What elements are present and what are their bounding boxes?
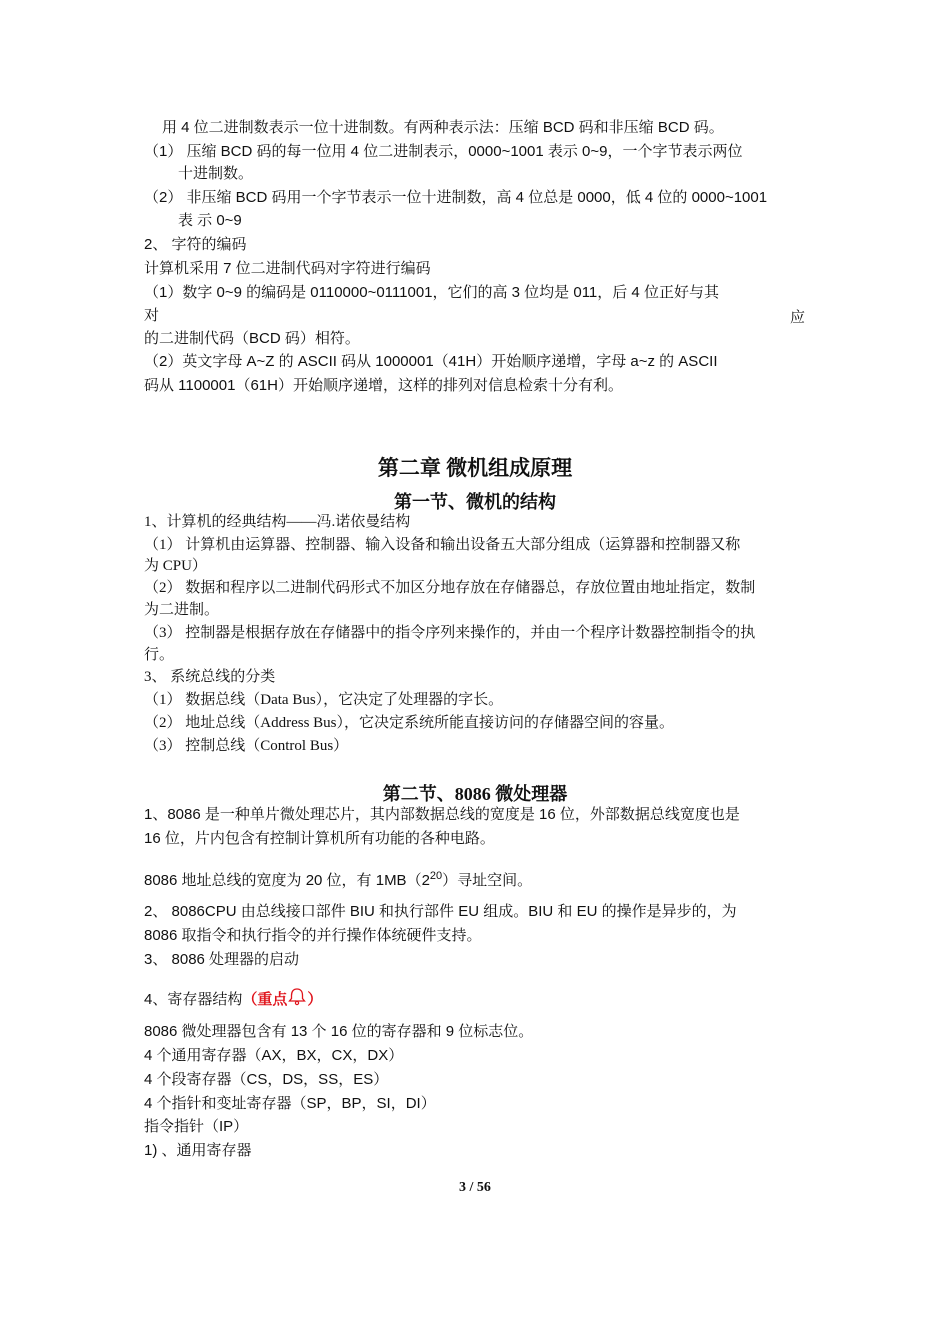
section-title: 第二节、8086 微处理器: [382, 784, 568, 804]
text-line: （1）数字 0~9 的编码是 0110000~0111001，它们的高 3 位均是 011，后 4 位正好与其: [144, 284, 719, 301]
page-number: 3 / 56: [459, 1180, 491, 1195]
text-line: 4 个段寄存器（CS，DS，SS，ES）: [144, 1071, 389, 1088]
text-line: 计算机采用 7 位二进制代码对字符进行编码: [144, 260, 431, 277]
address-bus-prefix: 8086 地址总线的宽度为 20 位，有 1MB（2: [144, 872, 430, 889]
text-line: 1、8086 是一种单片微处理芯片，其内部数据总线的宽度是 16 位，外部数据总线宽度也是: [144, 806, 740, 823]
text-line: （2） 数据和程序以二进制代码形式不加区分地存放在存储器总，存放位置由地址指定，数制: [144, 580, 756, 596]
text-line: 的二进制代码（BCD 码）相符。: [144, 330, 360, 347]
emphasis-open: （重点: [242, 991, 288, 1008]
text-line: 码从 1100001（61H）开始顺序递增，这样的排列对信息检索十分有利。: [144, 377, 623, 394]
text-line: 十进制数。: [178, 165, 254, 182]
text-line: 16 位，片内包含有控制计算机所有功能的各种电路。: [144, 830, 495, 847]
text-line-right: 应: [790, 309, 806, 326]
emphasis-close: ）: [307, 991, 323, 1008]
text-line: 8086 微处理器包含有 13 个 16 位的寄存器和 9 位标志位。: [144, 1023, 534, 1040]
exponent: 20: [429, 870, 443, 882]
text-line: 表 示 0~9: [178, 212, 242, 229]
address-bus-line: [144, 866, 532, 891]
text-line: 4 个通用寄存器（AX，BX，CX，DX）: [144, 1047, 404, 1064]
text-line: 指令指针（IP）: [144, 1118, 249, 1135]
text-line: 4 个指针和变址寄存器（SP，BP，SI，DI）: [144, 1095, 436, 1112]
text-line: 1、计算机的经典结构——冯.诺依曼结构: [144, 514, 411, 530]
text-line: （3） 控制器是根据存放在存储器中的指令序列来操作的，并由一个程序计数器控制指令的执: [144, 625, 756, 641]
register-heading: [144, 987, 322, 1013]
text-line: 3、 系统总线的分类: [144, 669, 276, 685]
section-title: 第一节、微机的结构: [394, 492, 556, 512]
text-line: 3、 8086 处理器的启动: [144, 951, 300, 968]
address-bus-suffix: ）寻址空间。: [442, 872, 533, 889]
text-line: 对: [144, 307, 160, 324]
text-line: 2、 8086CPU 由总线接口部件 BIU 和执行部件 EU 组成。BIU 和 EU 的操作是异步的，为: [144, 903, 737, 920]
text-line: （1） 压缩 BCD 码的每一位用 4 位二进制表示，0000~1001 表示 0~9，一个字节表示两位: [144, 143, 743, 160]
text-line: 为二进制。: [144, 602, 220, 618]
text-line: 为 CPU）: [144, 558, 207, 574]
text-line: （2）英文字母 A~Z 的 ASCII 码从 1000001（41H）开始顺序递增，字母 a~z 的 ASCII: [144, 353, 718, 370]
text-line: （2） 非压缩 BCD 码用一个字节表示一位十进制数，高 4 位总是 0000，低 4 位的 0000~1001: [144, 189, 768, 206]
text-line: 2、 字符的编码: [144, 236, 247, 253]
text-line: 行。: [144, 647, 175, 663]
text-line: （1） 数据总线（Data Bus），它决定了处理器的字长。: [144, 692, 504, 708]
text-line: 用 4 位二进制数表示一位十进制数。有两种表示法：压缩 BCD 码和非压缩 BCD 码。: [162, 119, 724, 136]
text-line: （3） 控制总线（Control Bus）: [144, 738, 349, 754]
register-heading-text: 4、寄存器结构: [144, 991, 243, 1008]
text-line: 1) 、通用寄存器: [144, 1142, 252, 1159]
text-line: 8086 取指令和执行指令的并行操作体统硬件支持。: [144, 927, 482, 944]
text-line: （2） 地址总线（Address Bus），它决定系统所能直接访问的存储器空间的容量。: [144, 715, 675, 731]
text-line: （1） 计算机由运算器、控制器、输入设备和输出设备五大部分组成（运算器和控制器又称: [144, 537, 741, 553]
bell-icon: [287, 987, 307, 1013]
chapter-title: 第二章 微机组成原理: [377, 456, 573, 480]
